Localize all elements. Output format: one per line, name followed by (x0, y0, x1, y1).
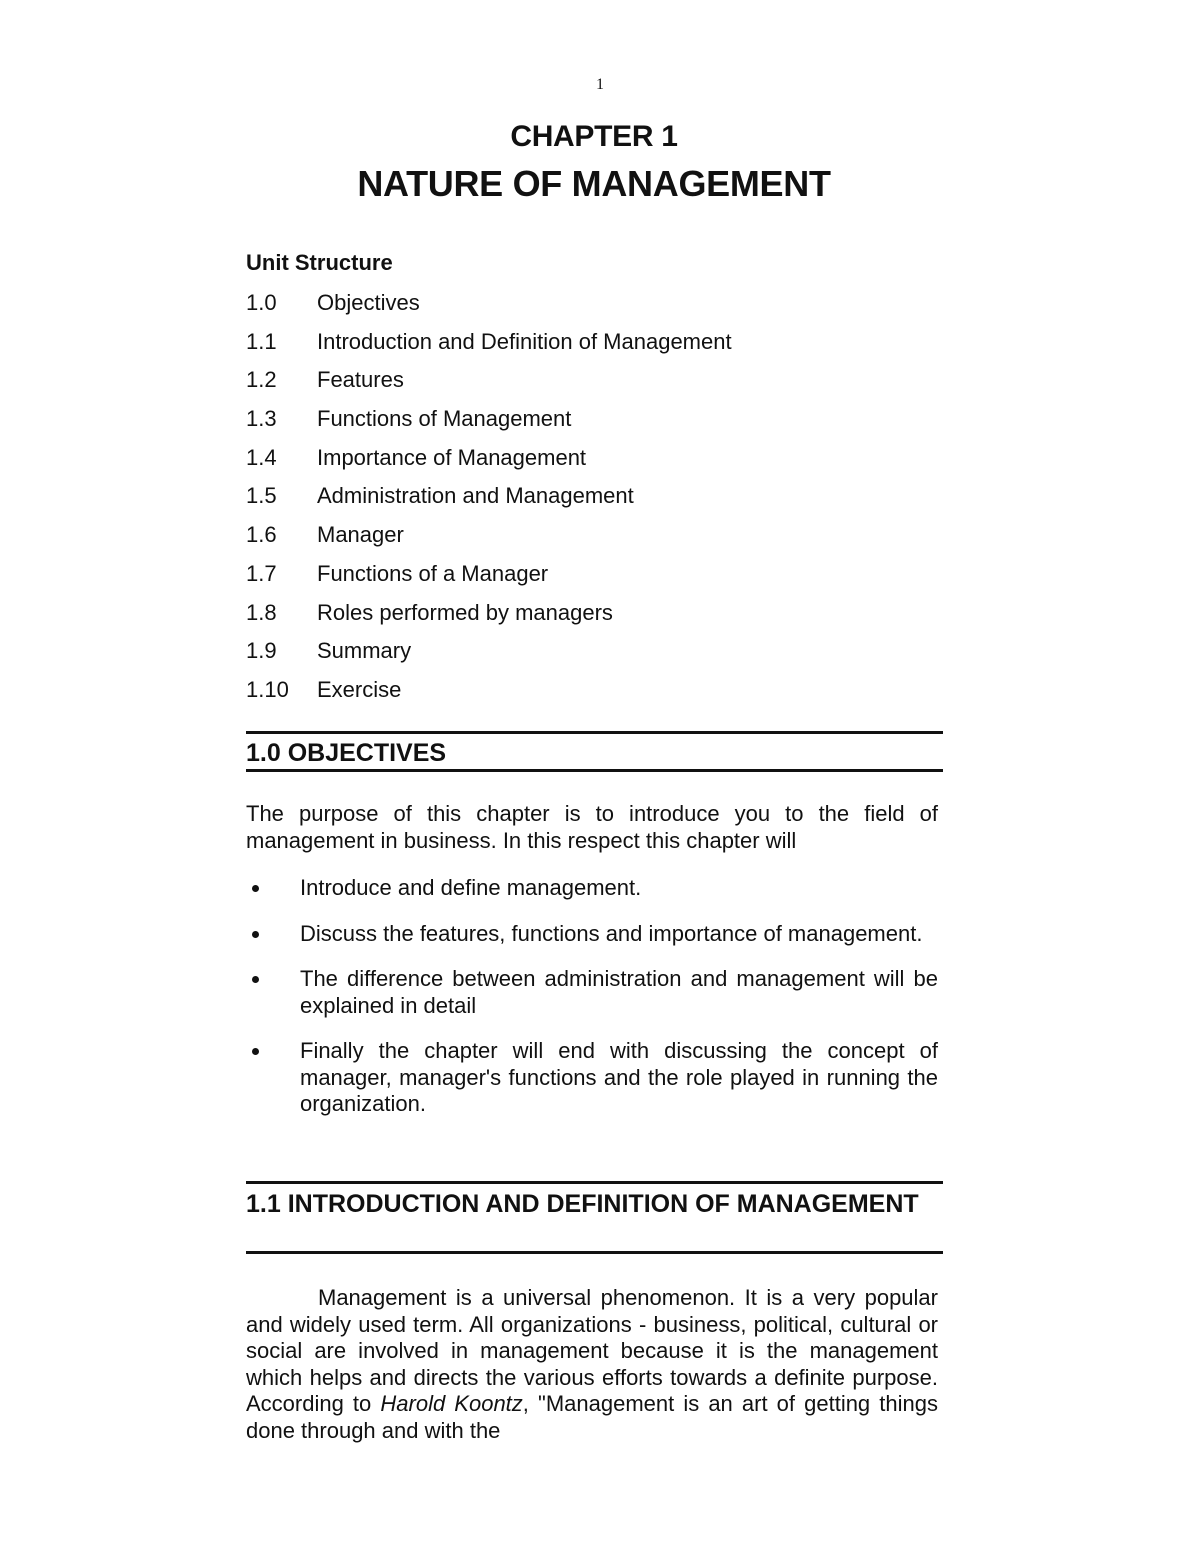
bullet-text: Finally the chapter will end with discussing the concept of manager, manager's functions and the role played in running the organization. (300, 1038, 938, 1116)
toc-item-number: 1.2 (246, 367, 277, 393)
toc-item (246, 288, 938, 327)
author-name: Harold Koontz (380, 1391, 523, 1416)
section-rule-bottom (246, 769, 943, 772)
toc-item-number: 1.7 (246, 560, 277, 586)
introduction-quote-start: , "Management is an art of getting things done through and with the (246, 1391, 938, 1443)
bullet-item (246, 921, 938, 948)
toc-item-title: Features (317, 367, 404, 393)
toc-item (246, 443, 938, 482)
toc-item (246, 675, 938, 714)
bullet-item (246, 966, 938, 1019)
toc-item-number: 1.0 (246, 290, 277, 315)
toc-item-number: 1.4 (246, 444, 277, 470)
section-rule-top (246, 1181, 943, 1184)
toc-item-number: 1.3 (246, 406, 277, 432)
objectives-heading: 1.0 OBJECTIVES (246, 739, 447, 767)
toc-item-title: Manager (317, 522, 404, 548)
unit-structure-heading: Unit Structure (246, 250, 393, 275)
section-rule-bottom (246, 1251, 943, 1254)
toc-item-title: Exercise (317, 676, 402, 702)
toc-item (246, 520, 938, 559)
toc-item (246, 636, 938, 675)
toc-item-number: 1.10 (246, 676, 289, 702)
toc-item-number: 1.1 (246, 328, 277, 354)
bullet-item (246, 1038, 938, 1118)
bullet-text: The difference between administration and management will be explained in detail (300, 966, 938, 1018)
toc-item-title: Functions of a Manager (317, 560, 549, 586)
toc-item-title: Importance of Management (317, 444, 587, 470)
bullet-icon (252, 1048, 259, 1055)
toc-item-title: Functions of Management (317, 406, 572, 432)
section-rule-top (246, 731, 943, 734)
objectives-bullet-list (246, 875, 938, 1137)
introduction-heading: 1.1 INTRODUCTION AND DEFINITION OF MANAGEMENT (246, 1190, 919, 1218)
toc-item (246, 598, 938, 637)
toc-item-number: 1.8 (246, 599, 277, 625)
chapter-label: CHAPTER 1 (510, 120, 678, 153)
toc-item-title: Objectives (317, 290, 420, 315)
toc-item (246, 481, 938, 520)
toc-item (246, 559, 938, 598)
toc-item (246, 365, 938, 404)
bullet-icon (252, 976, 259, 983)
page-number: 1 (596, 76, 604, 93)
toc-item (246, 404, 938, 443)
toc-item-title: Introduction and Definition of Management (317, 328, 732, 354)
toc-item (246, 327, 938, 366)
unit-structure-list (246, 288, 938, 714)
bullet-text: Discuss the features, functions and importance of management. (300, 920, 923, 946)
chapter-title: NATURE OF MANAGEMENT (357, 163, 831, 204)
introduction-text: Management is a universal phenomenon. It is a very popular and widely used term. All organizations - business, political, cultural or social are involved in management because it is the management which helps and directs the various efforts towards a definite purpose. According to (246, 1285, 938, 1416)
objectives-intro: The purpose of this chapter is to introduce you to the field of management in business. In this respect this chapter will (246, 801, 938, 853)
bullet-text: Introduce and define management. (300, 875, 642, 900)
bullet-icon (252, 931, 259, 938)
toc-item-number: 1.6 (246, 522, 277, 548)
toc-item-number: 1.5 (246, 483, 277, 509)
bullet-icon (252, 885, 259, 892)
bullet-item (246, 875, 938, 902)
toc-item-title: Roles performed by managers (317, 599, 613, 625)
toc-item-number: 1.9 (246, 638, 277, 664)
toc-item-title: Administration and Management (317, 483, 634, 509)
introduction-paragraph (246, 1285, 938, 1444)
toc-item-title: Summary (317, 638, 412, 664)
